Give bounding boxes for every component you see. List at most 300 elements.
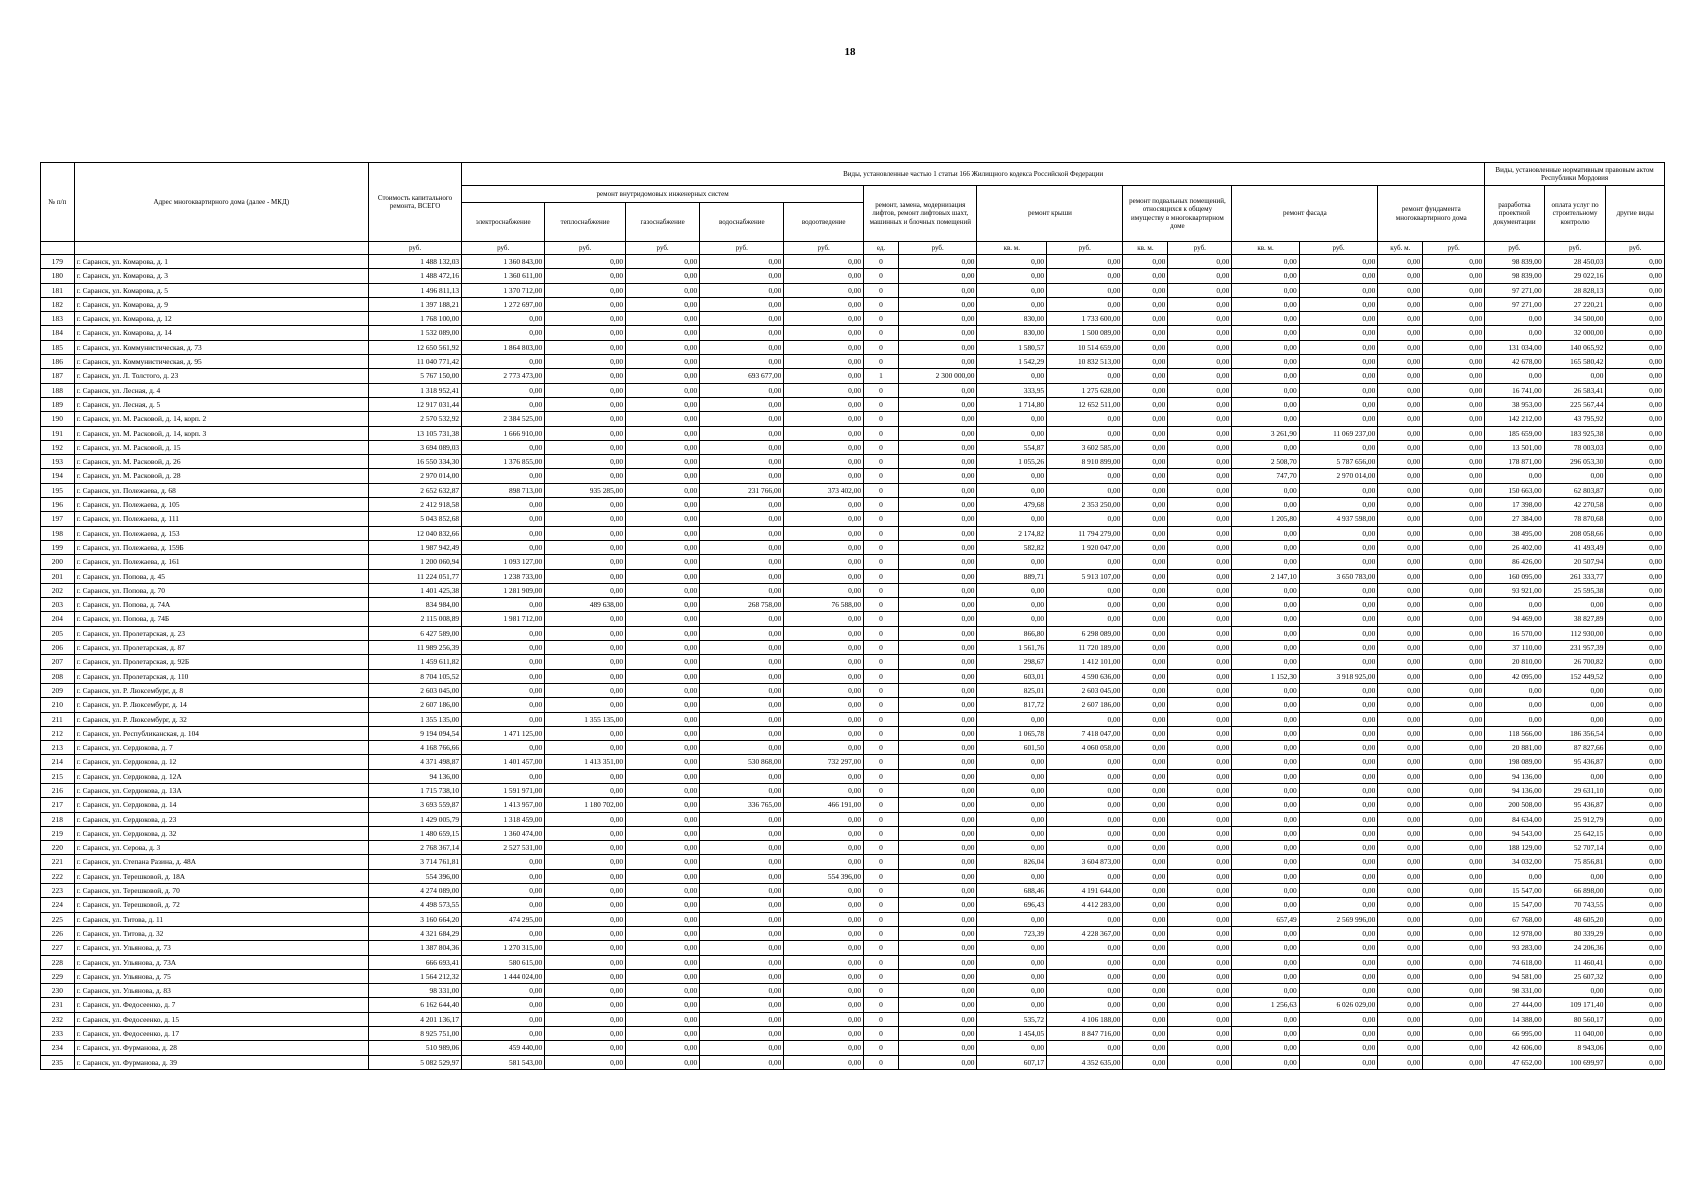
value-cell: 1 275 628,00 bbox=[1047, 383, 1123, 397]
value-cell: 0,00 bbox=[1168, 512, 1232, 526]
value-cell: 1 055,26 bbox=[977, 455, 1047, 469]
value-cell: 0,00 bbox=[1168, 984, 1232, 998]
row-number: 199 bbox=[41, 540, 75, 554]
header-other: другие виды bbox=[1606, 186, 1665, 242]
value-cell: 0,00 bbox=[1606, 469, 1665, 483]
value-cell: 0,00 bbox=[1606, 641, 1665, 655]
value-cell: 0,00 bbox=[1299, 955, 1378, 969]
value-cell: 0,00 bbox=[898, 540, 977, 554]
value-cell: 0,00 bbox=[1232, 969, 1299, 983]
value-cell: 0,00 bbox=[1378, 755, 1423, 769]
value-cell: 826,04 bbox=[977, 855, 1047, 869]
value-cell: 0,00 bbox=[1168, 598, 1232, 612]
value-cell: 0,00 bbox=[545, 855, 626, 869]
value-cell: 0,00 bbox=[1423, 655, 1485, 669]
value-cell: 0,00 bbox=[898, 1055, 977, 1069]
value-cell: 0,00 bbox=[1168, 469, 1232, 483]
value-cell: 80 560,17 bbox=[1544, 1012, 1606, 1026]
address-cell: г. Саранск, ул. Попова, д. 70 bbox=[74, 583, 368, 597]
value-cell: 0,00 bbox=[1123, 926, 1168, 940]
header-gas: газоснабжение bbox=[626, 203, 700, 242]
value-cell: 0,00 bbox=[1606, 1012, 1665, 1026]
table-row bbox=[41, 641, 1665, 655]
value-cell: 0,00 bbox=[1485, 698, 1545, 712]
value-cell: 0,00 bbox=[626, 1055, 700, 1069]
value-cell: 0 bbox=[864, 798, 899, 812]
value-cell: 0,00 bbox=[784, 255, 864, 269]
value-cell: 0,00 bbox=[626, 269, 700, 283]
value-cell: 0,00 bbox=[1168, 683, 1232, 697]
value-cell: 0,00 bbox=[1606, 440, 1665, 454]
table-row bbox=[41, 955, 1665, 969]
value-cell: 80 339,29 bbox=[1544, 926, 1606, 940]
value-cell: 0,00 bbox=[700, 969, 784, 983]
value-cell: 37 110,00 bbox=[1485, 641, 1545, 655]
value-cell: 0,00 bbox=[1423, 326, 1485, 340]
value-cell: 0,00 bbox=[545, 655, 626, 669]
table-row bbox=[41, 340, 1665, 354]
value-cell: 0,00 bbox=[1544, 984, 1606, 998]
value-cell: 0,00 bbox=[700, 626, 784, 640]
value-cell: 0,00 bbox=[1423, 683, 1485, 697]
value-cell: 0 bbox=[864, 512, 899, 526]
value-cell: 0,00 bbox=[1299, 712, 1378, 726]
value-cell: 0,00 bbox=[700, 612, 784, 626]
value-cell: 109 171,40 bbox=[1544, 998, 1606, 1012]
value-cell: 0,00 bbox=[462, 669, 545, 683]
value-cell: 3 714 761,81 bbox=[368, 855, 461, 869]
value-cell: 0,00 bbox=[1423, 669, 1485, 683]
value-cell: 0,00 bbox=[1047, 826, 1123, 840]
value-cell: 0,00 bbox=[898, 1041, 977, 1055]
table-row bbox=[41, 655, 1665, 669]
value-cell: 0,00 bbox=[700, 426, 784, 440]
value-cell: 0,00 bbox=[1423, 469, 1485, 483]
value-cell: 0,00 bbox=[784, 912, 864, 926]
value-cell: 0,00 bbox=[1378, 898, 1423, 912]
value-cell: 0,00 bbox=[1606, 283, 1665, 297]
address-cell: г. Саранск, ул. Комарова, д. 1 bbox=[74, 255, 368, 269]
row-number: 212 bbox=[41, 726, 75, 740]
value-cell: 0,00 bbox=[1123, 526, 1168, 540]
value-cell: 0,00 bbox=[977, 984, 1047, 998]
value-cell: 1 256,63 bbox=[1232, 998, 1299, 1012]
value-cell: 0,00 bbox=[977, 555, 1047, 569]
value-cell: 0,00 bbox=[1168, 297, 1232, 311]
value-cell: 0,00 bbox=[898, 426, 977, 440]
value-cell: 0,00 bbox=[1606, 783, 1665, 797]
value-cell: 657,49 bbox=[1232, 912, 1299, 926]
value-cell: 0,00 bbox=[700, 569, 784, 583]
value-cell: 0,00 bbox=[700, 898, 784, 912]
unit-cell: кв. м. bbox=[1123, 242, 1168, 255]
address-cell: г. Саранск, ул. Комарова, д. 9 bbox=[74, 297, 368, 311]
value-cell: 78 870,68 bbox=[1544, 512, 1606, 526]
value-cell: 0,00 bbox=[462, 998, 545, 1012]
value-cell: 1 401 457,00 bbox=[462, 755, 545, 769]
value-cell: 0,00 bbox=[1606, 1041, 1665, 1055]
value-cell: 0,00 bbox=[1123, 998, 1168, 1012]
value-cell: 0,00 bbox=[700, 455, 784, 469]
value-cell: 747,70 bbox=[1232, 469, 1299, 483]
value-cell: 0,00 bbox=[545, 369, 626, 383]
value-cell: 510 989,06 bbox=[368, 1041, 461, 1055]
value-cell: 0,00 bbox=[1606, 884, 1665, 898]
value-cell: 0,00 bbox=[784, 955, 864, 969]
value-cell: 0,00 bbox=[1299, 483, 1378, 497]
value-cell: 0,00 bbox=[1299, 498, 1378, 512]
value-cell: 0,00 bbox=[1423, 312, 1485, 326]
value-cell: 0 bbox=[864, 1027, 899, 1041]
row-number: 200 bbox=[41, 555, 75, 569]
address-cell: г. Саранск, ул. Пролетарская, д. 110 bbox=[74, 669, 368, 683]
value-cell: 0,00 bbox=[1299, 984, 1378, 998]
address-cell: г. Саранск, ул. Р. Люксембург, д. 8 bbox=[74, 683, 368, 697]
value-cell: 12 917 031,44 bbox=[368, 397, 461, 411]
value-cell: 0,00 bbox=[462, 326, 545, 340]
table-row bbox=[41, 355, 1665, 369]
value-cell: 0,00 bbox=[1168, 569, 1232, 583]
value-cell: 0,00 bbox=[1123, 741, 1168, 755]
value-cell: 0,00 bbox=[1123, 1041, 1168, 1055]
address-cell: г. Саранск, ул. Р. Люксембург, д. 32 bbox=[74, 712, 368, 726]
value-cell: 0,00 bbox=[1168, 269, 1232, 283]
address-cell: г. Саранск, ул. Полежаева, д. 105 bbox=[74, 498, 368, 512]
value-cell: 1 471 125,00 bbox=[462, 726, 545, 740]
value-cell: 0,00 bbox=[1168, 798, 1232, 812]
value-cell: 0 bbox=[864, 526, 899, 540]
value-cell: 0,00 bbox=[1423, 798, 1485, 812]
value-cell: 0,00 bbox=[1168, 969, 1232, 983]
value-cell: 0,00 bbox=[898, 598, 977, 612]
value-cell: 0,00 bbox=[1123, 569, 1168, 583]
value-cell: 0 bbox=[864, 741, 899, 755]
value-cell: 0,00 bbox=[1168, 526, 1232, 540]
value-cell: 0,00 bbox=[1299, 297, 1378, 311]
address-cell: г. Саранск, ул. М. Расковой, д. 28 bbox=[74, 469, 368, 483]
value-cell: 0,00 bbox=[898, 841, 977, 855]
value-cell: 0 bbox=[864, 769, 899, 783]
value-cell: 4 274 089,00 bbox=[368, 884, 461, 898]
table-row bbox=[41, 1027, 1665, 1041]
value-cell: 0,00 bbox=[1123, 955, 1168, 969]
value-cell: 0,00 bbox=[784, 669, 864, 683]
table-row bbox=[41, 712, 1665, 726]
value-cell: 2 384 525,00 bbox=[462, 412, 545, 426]
value-cell: 0,00 bbox=[545, 969, 626, 983]
value-cell: 0,00 bbox=[784, 741, 864, 755]
value-cell: 5 043 852,68 bbox=[368, 512, 461, 526]
value-cell: 1 401 425,38 bbox=[368, 583, 461, 597]
value-cell: 0,00 bbox=[898, 555, 977, 569]
value-cell: 0,00 bbox=[700, 712, 784, 726]
value-cell: 0,00 bbox=[626, 412, 700, 426]
row-number: 182 bbox=[41, 297, 75, 311]
value-cell: 0,00 bbox=[1378, 483, 1423, 497]
value-cell: 4 937 598,00 bbox=[1299, 512, 1378, 526]
value-cell: 98 331,00 bbox=[1485, 984, 1545, 998]
value-cell: 0,00 bbox=[1423, 755, 1485, 769]
value-cell: 0,00 bbox=[1378, 1027, 1423, 1041]
value-cell: 0,00 bbox=[1423, 841, 1485, 855]
value-cell: 0,00 bbox=[626, 397, 700, 411]
value-cell: 0,00 bbox=[898, 255, 977, 269]
value-cell: 0,00 bbox=[784, 498, 864, 512]
value-cell: 0,00 bbox=[700, 812, 784, 826]
value-cell: 11 224 051,77 bbox=[368, 569, 461, 583]
value-cell: 0,00 bbox=[545, 397, 626, 411]
row-number: 196 bbox=[41, 498, 75, 512]
value-cell: 0,00 bbox=[898, 884, 977, 898]
value-cell: 0,00 bbox=[1168, 1041, 1232, 1055]
value-cell: 0,00 bbox=[1606, 798, 1665, 812]
value-cell: 580 615,00 bbox=[462, 955, 545, 969]
value-cell: 0,00 bbox=[1232, 540, 1299, 554]
value-cell: 0,00 bbox=[1606, 769, 1665, 783]
value-cell: 0,00 bbox=[784, 455, 864, 469]
row-number: 224 bbox=[41, 898, 75, 912]
value-cell: 0,00 bbox=[1123, 412, 1168, 426]
value-cell: 2 147,10 bbox=[1232, 569, 1299, 583]
value-cell: 95 436,87 bbox=[1544, 755, 1606, 769]
value-cell: 0,00 bbox=[898, 612, 977, 626]
value-cell: 1 591 971,00 bbox=[462, 783, 545, 797]
value-cell: 0,00 bbox=[545, 526, 626, 540]
value-cell: 0,00 bbox=[1378, 941, 1423, 955]
value-cell: 0,00 bbox=[626, 655, 700, 669]
value-cell: 0 bbox=[864, 569, 899, 583]
value-cell: 688,46 bbox=[977, 884, 1047, 898]
value-cell: 1 093 127,00 bbox=[462, 555, 545, 569]
value-cell: 0,00 bbox=[545, 926, 626, 940]
value-cell: 298,67 bbox=[977, 655, 1047, 669]
value-cell: 0,00 bbox=[1123, 826, 1168, 840]
value-cell: 0,00 bbox=[700, 397, 784, 411]
address-cell: г. Саранск, ул. Терешковой, д. 72 bbox=[74, 898, 368, 912]
value-cell: 0,00 bbox=[1047, 555, 1123, 569]
value-cell: 0,00 bbox=[1606, 412, 1665, 426]
address-cell: г. Саранск, ул. Лесная, д. 4 bbox=[74, 383, 368, 397]
value-cell: 0,00 bbox=[1232, 526, 1299, 540]
value-cell: 479,68 bbox=[977, 498, 1047, 512]
value-cell: 0,00 bbox=[1423, 741, 1485, 755]
value-cell: 0,00 bbox=[1232, 355, 1299, 369]
value-cell: 0,00 bbox=[1423, 540, 1485, 554]
value-cell: 0,00 bbox=[898, 955, 977, 969]
value-cell: 0,00 bbox=[1423, 1012, 1485, 1026]
address-cell: г. Саранск, ул. Ульянова, д. 75 bbox=[74, 969, 368, 983]
value-cell: 1 480 659,15 bbox=[368, 826, 461, 840]
value-cell: 6 026 029,00 bbox=[1299, 998, 1378, 1012]
value-cell: 0,00 bbox=[545, 741, 626, 755]
header-electro: электроснабжение bbox=[462, 203, 545, 242]
value-cell: 11 460,41 bbox=[1544, 955, 1606, 969]
header-roof: ремонт крыши bbox=[977, 186, 1123, 242]
value-cell: 0,00 bbox=[1168, 998, 1232, 1012]
value-cell: 0,00 bbox=[898, 683, 977, 697]
value-cell: 0,00 bbox=[1423, 783, 1485, 797]
value-cell: 0,00 bbox=[626, 955, 700, 969]
value-cell: 42 095,00 bbox=[1485, 669, 1545, 683]
value-cell: 0,00 bbox=[1423, 1041, 1485, 1055]
value-cell: 0,00 bbox=[1423, 598, 1485, 612]
unit-cell: руб. bbox=[1485, 242, 1545, 255]
value-cell: 830,00 bbox=[977, 312, 1047, 326]
value-cell: 0,00 bbox=[1168, 312, 1232, 326]
value-cell: 554 396,00 bbox=[368, 869, 461, 883]
value-cell: 1 542,29 bbox=[977, 355, 1047, 369]
value-cell: 0,00 bbox=[1485, 683, 1545, 697]
value-cell: 32 000,00 bbox=[1544, 326, 1606, 340]
value-cell: 0,00 bbox=[1123, 397, 1168, 411]
value-cell: 0,00 bbox=[462, 498, 545, 512]
value-cell: 0,00 bbox=[1168, 455, 1232, 469]
value-cell: 0,00 bbox=[700, 783, 784, 797]
value-cell: 11 720 189,00 bbox=[1047, 641, 1123, 655]
value-cell: 0,00 bbox=[784, 1027, 864, 1041]
value-cell: 0,00 bbox=[1232, 440, 1299, 454]
value-cell: 0,00 bbox=[1378, 812, 1423, 826]
value-cell: 0,00 bbox=[1606, 583, 1665, 597]
value-cell: 1 768 100,00 bbox=[368, 312, 461, 326]
table-body bbox=[41, 255, 1665, 1070]
value-cell: 48 605,20 bbox=[1544, 912, 1606, 926]
value-cell: 0,00 bbox=[545, 612, 626, 626]
value-cell: 0,00 bbox=[1423, 898, 1485, 912]
value-cell: 0,00 bbox=[1168, 326, 1232, 340]
value-cell: 0,00 bbox=[1047, 869, 1123, 883]
value-cell: 0,00 bbox=[1606, 998, 1665, 1012]
value-cell: 2 607 186,00 bbox=[1047, 698, 1123, 712]
value-cell: 0,00 bbox=[1168, 898, 1232, 912]
value-cell: 42 606,00 bbox=[1485, 1041, 1545, 1055]
value-cell: 0,00 bbox=[1168, 369, 1232, 383]
value-cell: 0,00 bbox=[1232, 626, 1299, 640]
capital-repair-table bbox=[40, 162, 1665, 1070]
value-cell: 0,00 bbox=[1378, 355, 1423, 369]
value-cell: 0,00 bbox=[1423, 355, 1485, 369]
value-cell: 0,00 bbox=[1378, 326, 1423, 340]
value-cell: 0,00 bbox=[898, 769, 977, 783]
value-cell: 94 136,00 bbox=[368, 769, 461, 783]
value-cell: 0,00 bbox=[700, 841, 784, 855]
value-cell: 2 174,82 bbox=[977, 526, 1047, 540]
value-cell: 5 913 107,00 bbox=[1047, 569, 1123, 583]
header-num: № п/п bbox=[41, 163, 75, 242]
value-cell: 0,00 bbox=[898, 698, 977, 712]
value-cell: 0,00 bbox=[462, 598, 545, 612]
address-cell: г. Саранск, ул. М. Расковой, д. 14, корп. 3 bbox=[74, 426, 368, 440]
value-cell: 1 500 089,00 bbox=[1047, 326, 1123, 340]
value-cell: 0,00 bbox=[1168, 583, 1232, 597]
value-cell: 1 360 843,00 bbox=[462, 255, 545, 269]
value-cell: 0,00 bbox=[1168, 826, 1232, 840]
value-cell: 0,00 bbox=[1299, 884, 1378, 898]
row-number: 180 bbox=[41, 269, 75, 283]
value-cell: 0,00 bbox=[1168, 255, 1232, 269]
value-cell: 0,00 bbox=[898, 383, 977, 397]
value-cell: 0,00 bbox=[1299, 255, 1378, 269]
value-cell: 0,00 bbox=[1544, 369, 1606, 383]
value-cell: 0,00 bbox=[1299, 540, 1378, 554]
value-cell: 11 794 279,00 bbox=[1047, 526, 1123, 540]
address-cell: г. Саранск, ул. М. Расковой, д. 26 bbox=[74, 455, 368, 469]
value-cell: 0,00 bbox=[462, 898, 545, 912]
value-cell: 1 238 733,00 bbox=[462, 569, 545, 583]
value-cell: 0,00 bbox=[545, 1041, 626, 1055]
value-cell: 0,00 bbox=[977, 269, 1047, 283]
value-cell: 0,00 bbox=[1123, 641, 1168, 655]
table-row bbox=[41, 726, 1665, 740]
value-cell: 1 413 351,00 bbox=[545, 755, 626, 769]
value-cell: 1 412 101,00 bbox=[1047, 655, 1123, 669]
value-cell: 0,00 bbox=[1378, 297, 1423, 311]
header-drain: водоотведение bbox=[784, 203, 864, 242]
value-cell: 0,00 bbox=[977, 583, 1047, 597]
value-cell: 0,00 bbox=[1378, 1041, 1423, 1055]
value-cell: 0,00 bbox=[1168, 612, 1232, 626]
unit-cell: руб. bbox=[1047, 242, 1123, 255]
table-row bbox=[41, 698, 1665, 712]
value-cell: 0,00 bbox=[1606, 826, 1665, 840]
value-cell: 0 bbox=[864, 1055, 899, 1069]
value-cell: 3 261,90 bbox=[1232, 426, 1299, 440]
value-cell: 0,00 bbox=[1232, 412, 1299, 426]
value-cell: 0,00 bbox=[462, 712, 545, 726]
value-cell: 0,00 bbox=[700, 469, 784, 483]
value-cell: 0,00 bbox=[1378, 998, 1423, 1012]
value-cell: 0,00 bbox=[784, 826, 864, 840]
value-cell: 34 032,00 bbox=[1485, 855, 1545, 869]
table-row bbox=[41, 383, 1665, 397]
value-cell: 1 496 811,13 bbox=[368, 283, 461, 297]
row-number: 215 bbox=[41, 769, 75, 783]
value-cell: 0,00 bbox=[1606, 955, 1665, 969]
value-cell: 0,00 bbox=[700, 512, 784, 526]
value-cell: 0,00 bbox=[1299, 855, 1378, 869]
value-cell: 200 508,00 bbox=[1485, 798, 1545, 812]
row-number: 208 bbox=[41, 669, 75, 683]
row-number: 209 bbox=[41, 683, 75, 697]
value-cell: 0,00 bbox=[1168, 769, 1232, 783]
value-cell: 11 040 771,42 bbox=[368, 355, 461, 369]
value-cell: 0,00 bbox=[462, 655, 545, 669]
value-cell: 0,00 bbox=[1168, 698, 1232, 712]
value-cell: 535,72 bbox=[977, 1012, 1047, 1026]
value-cell: 0 bbox=[864, 1041, 899, 1055]
value-cell: 9 194 094,54 bbox=[368, 726, 461, 740]
value-cell: 0,00 bbox=[545, 469, 626, 483]
value-cell: 0,00 bbox=[545, 355, 626, 369]
value-cell: 1 281 909,00 bbox=[462, 583, 545, 597]
value-cell: 0,00 bbox=[1378, 426, 1423, 440]
value-cell: 0,00 bbox=[1378, 440, 1423, 454]
value-cell: 0,00 bbox=[700, 884, 784, 898]
table-row bbox=[41, 984, 1665, 998]
row-number: 231 bbox=[41, 998, 75, 1012]
address-cell: г. Саранск, ул. Сердюкова, д. 23 bbox=[74, 812, 368, 826]
value-cell: 1 561,76 bbox=[977, 641, 1047, 655]
value-cell: 0,00 bbox=[626, 555, 700, 569]
value-cell: 935 285,00 bbox=[545, 483, 626, 497]
value-cell: 0,00 bbox=[898, 512, 977, 526]
value-cell: 459 440,00 bbox=[462, 1041, 545, 1055]
value-cell: 0,00 bbox=[545, 626, 626, 640]
value-cell: 0,00 bbox=[1423, 1055, 1485, 1069]
value-cell: 898 713,00 bbox=[462, 483, 545, 497]
value-cell: 1 065,78 bbox=[977, 726, 1047, 740]
value-cell: 12 652 511,00 bbox=[1047, 397, 1123, 411]
